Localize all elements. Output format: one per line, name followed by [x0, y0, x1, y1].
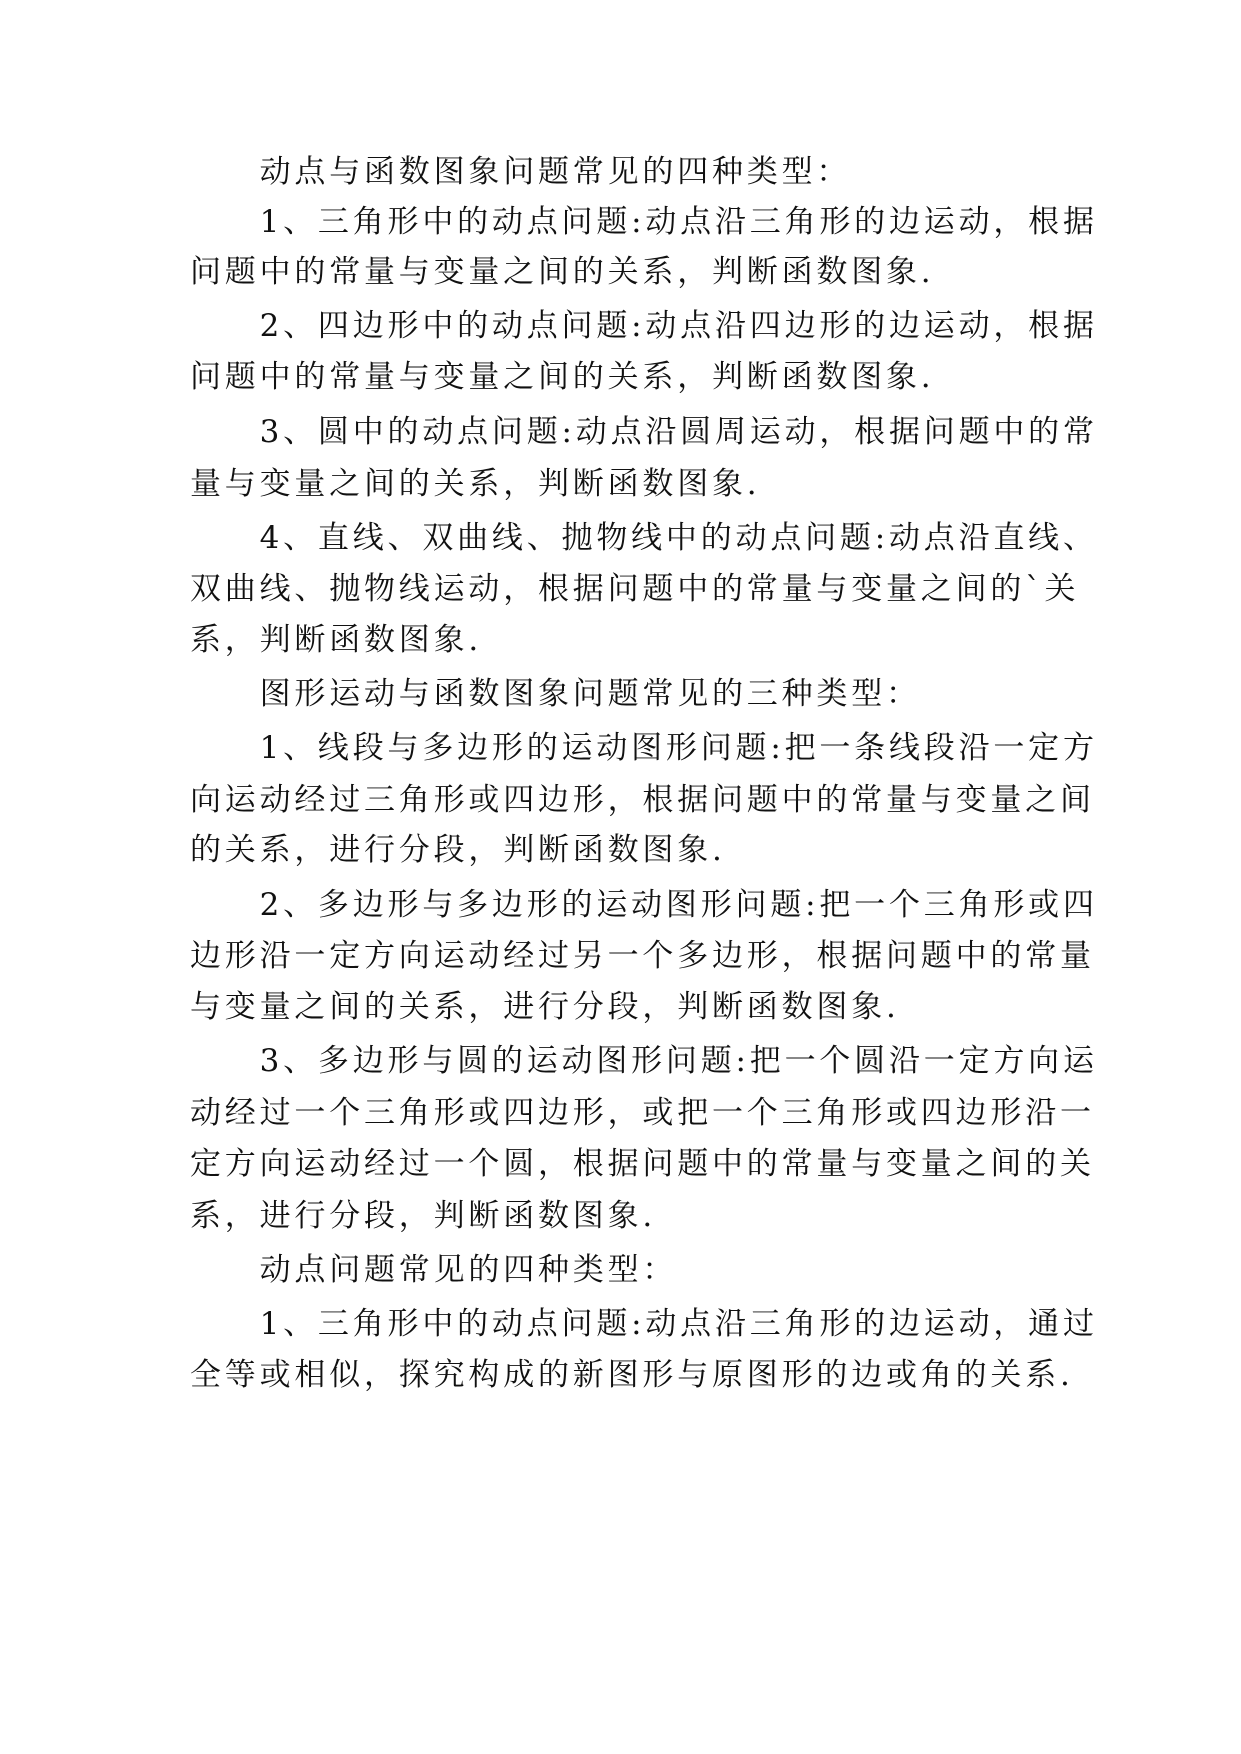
text-line: 双曲线、抛物线运动，根据问题中的常量与变量之间的`关 [190, 571, 1080, 607]
text-line: 1、三角形中的动点问题:动点沿三角形的边运动，根据 [190, 204, 1098, 240]
text-line: 图形运动与函数图象问题常见的三种类型： [190, 676, 921, 712]
text-line: 3、圆中的动点问题:动点沿圆周运动，根据问题中的常 [190, 414, 1098, 450]
text-line: 动点与函数图象问题常见的四种类型： [190, 154, 852, 190]
text-line: 系，判断函数图象. [190, 622, 483, 658]
text-line: 边形沿一定方向运动经过另一个多边形，根据问题中的常量 [190, 938, 1095, 974]
text-line: 系，进行分段，判断函数图象. [190, 1198, 657, 1234]
text-line: 与变量之间的关系，进行分段，判断函数图象. [190, 989, 900, 1025]
text-line: 全等或相似，探究构成的新图形与原图形的边或角的关系. [190, 1357, 1074, 1393]
text-line: 动经过一个三角形或四边形，或把一个三角形或四边形沿一 [190, 1095, 1095, 1131]
text-line: 1、三角形中的动点问题:动点沿三角形的边运动，通过 [190, 1306, 1098, 1342]
text-line: 4、直线、双曲线、抛物线中的动点问题:动点沿直线、 [190, 520, 1098, 556]
text-line: 的关系，进行分段，判断函数图象. [190, 832, 726, 868]
text-line: 2、四边形中的动点问题:动点沿四边形的边运动，根据 [190, 308, 1098, 344]
text-line: 量与变量之间的关系，判断函数图象. [190, 466, 761, 502]
text-line: 2、多边形与多边形的运动图形问题:把一个三角形或四 [190, 887, 1098, 923]
text-line: 动点问题常见的四种类型： [190, 1252, 678, 1288]
text-line: 问题中的常量与变量之间的关系，判断函数图象. [190, 359, 935, 395]
text-line: 定方向运动经过一个圆，根据问题中的常量与变量之间的关 [190, 1146, 1095, 1182]
text-line: 1、线段与多边形的运动图形问题:把一条线段沿一定方 [190, 730, 1098, 766]
text-line: 向运动经过三角形或四边形，根据问题中的常量与变量之间 [190, 782, 1095, 818]
text-line: 3、多边形与圆的运动图形问题:把一个圆沿一定方向运 [190, 1043, 1098, 1079]
text-line: 问题中的常量与变量之间的关系，判断函数图象. [190, 254, 935, 290]
